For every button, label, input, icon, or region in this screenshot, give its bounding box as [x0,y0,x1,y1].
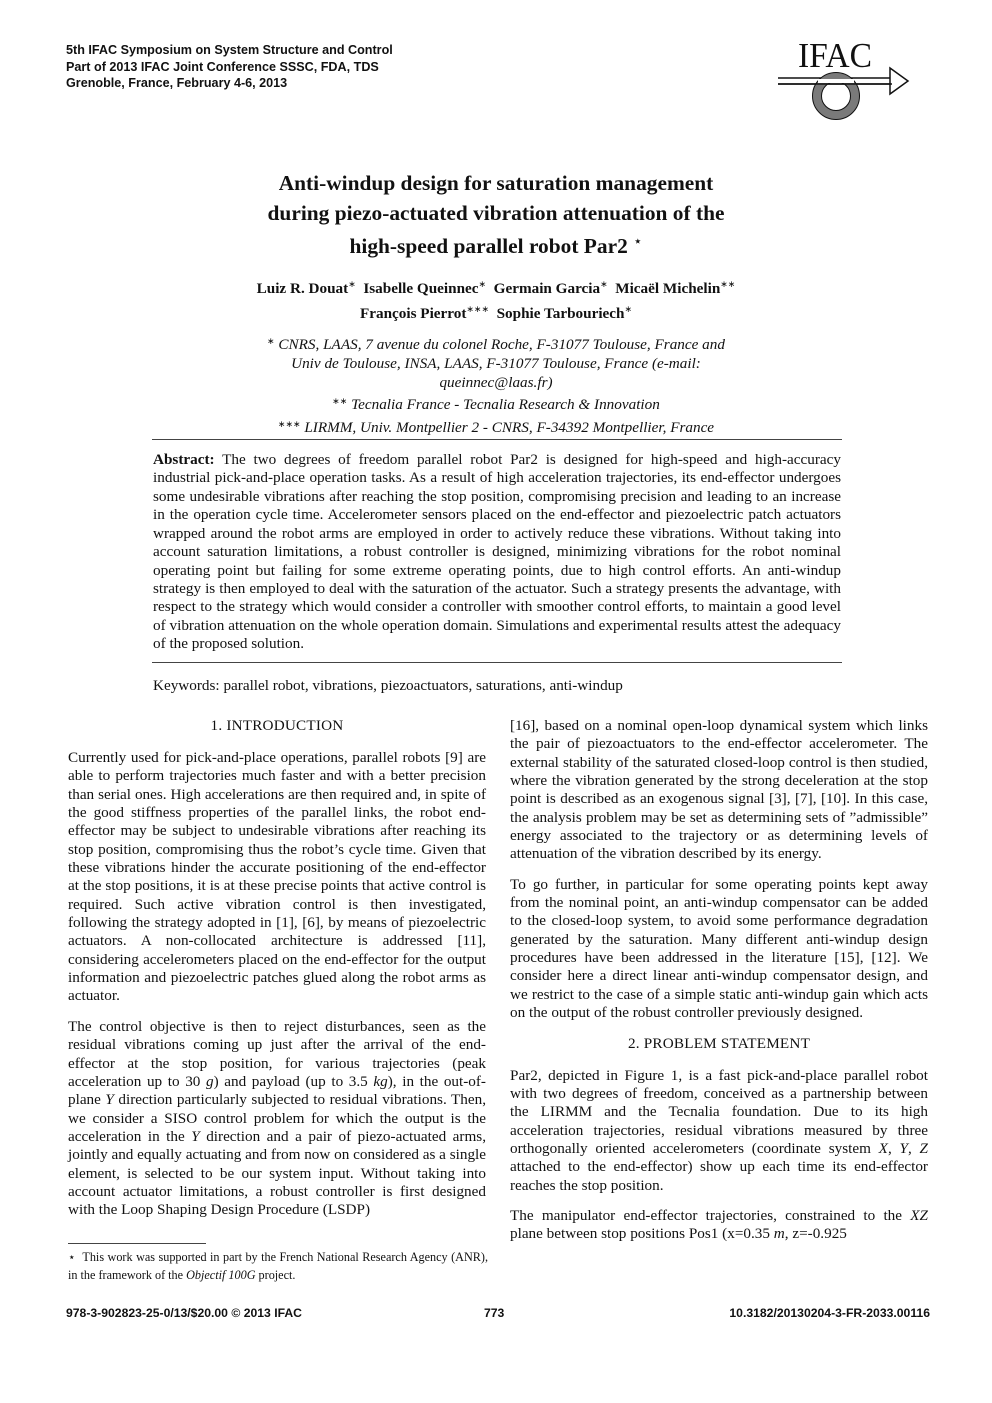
ifac-logo [774,38,910,120]
affiliation-1-line-2: Univ de Toulouse, INSA, LAAS, F-31077 Toulouse, France (e-mail: [291,354,701,372]
keywords: Keywords: parallel robot, vibrations, piezoactuators, saturations, anti-windup [153,677,623,694]
footnote [68,1249,488,1284]
footnote-rule [68,1243,206,1244]
affiliation-text: Tecnalia France - Tecnalia Research & Innovation [351,396,660,414]
author-name: Germain Garcia [493,280,601,297]
affiliation-3 [150,415,842,438]
author-mark: ∗ [478,279,487,289]
affiliation-mark: ∗ [267,336,275,346]
conference-header [66,42,393,92]
authors-line-2 [150,299,842,324]
affiliation-1-line-1 [150,332,842,355]
affiliation-text: CNRS, LAAS, 7 avenue du colonel Roche, F-31077 Toulouse, France and [278,336,725,353]
author-list [150,274,842,324]
intro-paragraph-2: The control objective is then to reject disturbances, seen as the residual vibrations coming up just after the arrival of the end-effector at the stop position, for various trajectories (peak acceleration up to 30 g) and payload (up to 3.5 kg), in the out-of-plane Y direction particularly subjected to residual vibrations. Then, we consider a SISO control problem for which the output is the acceleration in the Y direction and a pair of piezo-actuated arms, jointly and equally actuating and from now on considered as a single element, is selected to be our system input. Without taking into account actuator limitations, a robust controller is first designed with the Loop Shaping Design Procedure (LSDP) [68,1017,486,1219]
author-name: François Pierrot [359,305,467,322]
title-line-3-text: high-speed parallel robot Par2 [349,234,628,258]
abstract-text: The two degrees of freedom parallel robot Par2 is designed for high-speed and high-accuracy industrial pick-and-place operation tasks. As a result of high acceleration trajectories, its end-effector undergoes some undesirable vibrations after reaching the stop position, compromising precision and leading to an increase in the operation cycle time. Accelerometer sensors placed on the end-effector and piezoelectric patch actuators wrapped around the robot arms are employed in order to actively reduce these vibrations. Without taking into account saturation limitations, a robust controller is designed, minimizing vibrations for the robot nominal operating point but failing for some extreme operating points, due to high control efforts. An anti-windup strategy is then employed to deal with the saturation of the actuator. Such a strategy presents the advantage, with respect to the strategy which would consider a controller with smoother control efforts, to maintain a good level of vibration attenuation on the whole operation domain. Simulations and experimental results attest the adequacy of the proposed solution. [153,451,841,653]
author-name: Isabelle Queinnec [363,280,479,297]
footer-doi: 10.3182/20130204-3-FR-2033.00116 [729,1306,930,1320]
author-name: Micaël Michelin [615,280,721,297]
abstract-label: Abstract: [153,451,215,468]
abstract-top-rule [152,439,842,440]
footnote-text: This work was supported in part by the French National Research Agency (ANR), in the framework of the [68,1250,488,1282]
abstract-bottom-rule [152,662,842,663]
conference-line-3: Grenoble, France, February 4-6, 2013 [66,76,288,90]
affiliation-1-line-3: queinnec@laas.fr) [439,373,553,391]
affiliation-mark: ∗∗ [332,396,348,407]
intro-paragraph-1: Currently used for pick-and-place operations, parallel robots [9] are able to perform trajectories much faster and with a better precision than serial ones. High accelerations are then required and, in spite of the good stiffness properties of the parallel links, the robot end-effector may be subject to undesirable vibrations after reaching its stop position, compromising thus the robot’s cycle time. Given that these vibrations hinder the accurate positioning of the end-effector at the stop positions, it is at these precise points that active control is required. Such active vibration control is then investigated, following the strategy adopted in [1], [6], by means of piezoelectric actuators. A non-collocated architecture is addressed [11], considering accelerometers placed on the end-effector for the output information and piezoelectric patches glued along the robot arms as actuator. [68,749,486,1005]
footer-page-number: 773 [484,1306,505,1320]
author-mark: ∗ [600,279,608,289]
conference-line-2: Part of 2013 IFAC Joint Conference SSSC, FDA, TDS [66,59,379,74]
author-mark: ∗ [348,279,356,289]
footer-isbn: 978-3-902823-25-0/13/$20.00 © 2013 IFAC [66,1306,302,1320]
footnote-text-end: project. [255,1267,296,1282]
section-heading-problem-statement: 2. PROBLEM STATEMENT [627,1034,811,1052]
affiliation-mark: ∗∗∗ [277,419,301,430]
title-footnote-mark: ⋆ [633,234,643,250]
footnote-mark: ⋆ [68,1250,76,1264]
author-name: Luiz R. Douat [256,280,349,297]
right-column [510,717,928,1256]
affiliation-text: LIRMM, Univ. Montpellier 2 - CNRS, F-34392 Montpellier, France [304,419,715,437]
footnote-project-name: Objectif 100G [186,1267,256,1282]
paper-title [150,169,842,262]
title-line-3 [150,228,842,262]
intro-paragraph-4: To go further, in particular for some operating points kept away from the nominal point, an anti-windup compensator can be added to the closed-loop system, to avoid some performance degradation generated by the saturation. Many different anti-windup design procedures have been addressed in the literature [15], [12]. We consider here a direct linear anti-windup compensator design, and we restrict to the case of a simple static anti-windup gain which acts on the output of the robust controller previously designed. [510,875,928,1022]
abstract [153,451,841,654]
problem-paragraph-1: Par2, depicted in Figure 1, is a fast pick-and-place parallel robot with two degrees of freedom, conceived as a partnership between the LIRMM and the Tecnalia foundation. Due to its high acceleration trajectories, residual vibrations measured by three orthogonally oriented accelerometers (coordinate system X, Y, Z attached to the end-effector) show up each time its end-effector reaches the stop position. [510,1066,928,1194]
author-mark: ∗∗∗ [466,304,490,314]
author-mark: ∗∗ [720,279,736,289]
author-mark: ∗ [624,304,633,314]
intro-paragraph-3: [16], based on a nominal open-loop dynamical system which links the pair of piezoactuators to the end-effector accelerometer. The external stability of the saturated closed-loop control is then studied, where the vibration generated by the strong deceleration at the stop point is described as an exogenous signal [3], [7], [10]. In this case, the analysis problem may be set as determining sets of ”admissible” energy associated to the trajectory or as determining levels of attenuation of the vibration described by its energy. [510,717,928,863]
left-column [68,717,486,1232]
affiliation-2 [150,392,842,415]
title-line-2: during piezo-actuated vibration attenuation of the [267,200,725,225]
affiliations [150,332,842,438]
problem-paragraph-2: The manipulator end-effector trajectories, constrained to the XZ plane between stop positions Pos1 (x=0.35 m, z=-0.925 [510,1206,928,1243]
title-line-1: Anti-windup design for saturation management [278,171,714,195]
ifac-logo-text: IFAC [798,38,872,75]
conference-line-1: 5th IFAC Symposium on System Structure and Control [66,43,393,57]
section-heading-introduction: 1. INTRODUCTION [210,717,344,734]
authors-line-1 [150,274,842,299]
author-name: Sophie Tarbouriech [496,305,625,322]
